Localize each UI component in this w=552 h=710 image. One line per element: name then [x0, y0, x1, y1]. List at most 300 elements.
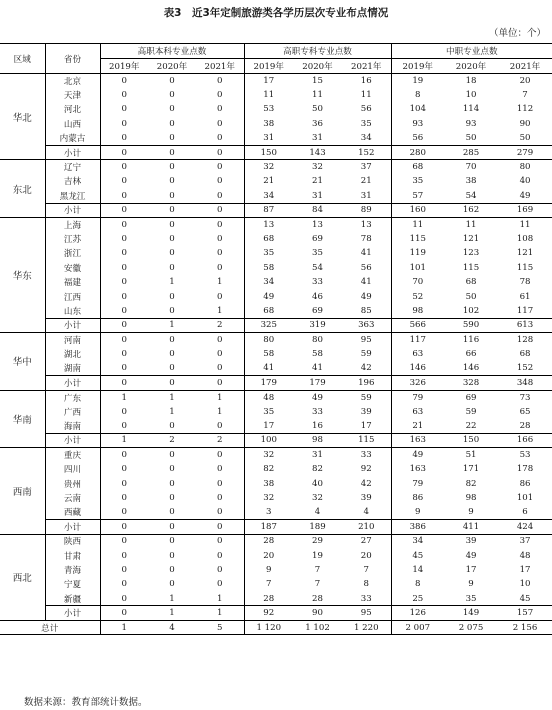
- province-cell: 河南: [45, 333, 100, 347]
- value-cell: 58: [263, 349, 275, 360]
- value-cell: 0: [121, 349, 127, 360]
- value-cell: 171: [462, 464, 480, 475]
- value-cell: 0: [100, 520, 148, 534]
- region-cell: 华北: [0, 74, 45, 160]
- value-cell: 1: [196, 390, 244, 404]
- value-cell: 0: [169, 579, 175, 590]
- value-cell: 108: [516, 233, 534, 244]
- value-cell: 0: [196, 145, 244, 159]
- value-cell: 0: [121, 420, 127, 431]
- value-cell: 49: [263, 291, 275, 302]
- region-cell: 西北: [0, 534, 45, 620]
- value-cell: 11: [519, 219, 531, 230]
- header-group-bachelor: 高职本科专业点数: [100, 44, 244, 59]
- value-cell: 39: [342, 404, 391, 418]
- value-cell: 152: [342, 145, 391, 159]
- value-cell: 92: [244, 606, 293, 620]
- value-cell: 7: [314, 564, 321, 575]
- value-cell: 37: [519, 536, 531, 547]
- value-cell: 0: [100, 145, 148, 159]
- province-cell: 海南: [45, 419, 100, 433]
- value-cell: 0: [196, 563, 244, 577]
- value-cell: 0: [121, 363, 127, 374]
- value-cell: 0: [169, 550, 175, 561]
- value-cell: 0: [196, 117, 244, 131]
- value-cell: 0: [196, 491, 244, 505]
- value-cell: 0: [121, 233, 127, 244]
- value-cell: 0: [169, 104, 175, 115]
- value-cell: 0: [121, 493, 127, 504]
- value-cell: 189: [293, 520, 342, 534]
- value-cell: 0: [169, 464, 175, 475]
- value-cell: 61: [519, 291, 531, 302]
- value-cell: 87: [244, 203, 293, 217]
- value-cell: 31: [312, 133, 323, 143]
- table-row: [0, 491, 552, 505]
- value-cell: 59: [465, 406, 477, 417]
- value-cell: 25: [412, 593, 424, 604]
- header-year: 2021年: [196, 59, 244, 74]
- value-cell: 35: [465, 593, 477, 604]
- value-cell: 11: [465, 219, 477, 230]
- value-cell: 0: [100, 376, 148, 390]
- value-cell: 1: [100, 433, 148, 447]
- value-cell: 28: [312, 593, 323, 604]
- value-cell: 119: [409, 248, 426, 259]
- total-value: 2 007: [391, 620, 444, 634]
- value-cell: 0: [169, 248, 175, 259]
- value-cell: 2: [148, 433, 196, 447]
- value-cell: 0: [148, 203, 196, 217]
- value-cell: 146: [462, 363, 480, 374]
- value-cell: 45: [519, 593, 531, 604]
- province-cell: 湖南: [45, 361, 100, 375]
- value-cell: 0: [148, 520, 196, 534]
- value-cell: 19: [412, 75, 424, 86]
- value-cell: 48: [519, 550, 531, 561]
- value-cell: 0: [169, 176, 175, 187]
- table-row: [0, 88, 552, 102]
- value-cell: 0: [196, 174, 244, 188]
- value-cell: 49: [465, 550, 477, 561]
- table-title: 表3 近3年定制旅游类各学历层次专业布点情况: [163, 7, 389, 19]
- subtotal-row: [0, 203, 552, 217]
- value-cell: 50: [465, 133, 477, 143]
- value-cell: 163: [409, 464, 426, 475]
- value-cell: 566: [391, 318, 444, 332]
- value-cell: 32: [312, 493, 323, 504]
- header-year: 2019年: [100, 59, 148, 74]
- value-cell: 85: [342, 304, 391, 318]
- subtotal-row: [0, 520, 552, 534]
- total-value: 5: [196, 620, 244, 634]
- header-year: 2020年: [444, 59, 498, 74]
- value-cell: 0: [148, 145, 196, 159]
- value-cell: 35: [342, 117, 391, 131]
- value-cell: 21: [412, 420, 424, 431]
- header-year: 2021年: [342, 59, 391, 74]
- value-cell: 1: [169, 392, 175, 403]
- value-cell: 121: [516, 248, 534, 259]
- value-cell: 114: [462, 104, 480, 115]
- value-cell: 0: [121, 305, 127, 316]
- value-cell: 46: [312, 291, 323, 302]
- value-cell: 19: [312, 550, 323, 561]
- value-cell: 1: [196, 404, 244, 418]
- value-cell: 35: [312, 248, 323, 259]
- value-cell: 328: [444, 376, 498, 390]
- value-cell: 9: [468, 507, 474, 518]
- header-group-college: 高职专科专业点数: [244, 44, 391, 59]
- value-cell: 0: [196, 505, 244, 519]
- value-cell: 13: [342, 217, 391, 231]
- value-cell: 70: [412, 277, 424, 288]
- value-cell: 0: [121, 550, 127, 561]
- value-cell: 18: [465, 75, 477, 86]
- value-cell: 1: [196, 304, 244, 318]
- value-cell: 33: [342, 592, 391, 606]
- value-cell: 411: [444, 520, 498, 534]
- value-cell: 49: [412, 450, 424, 461]
- value-cell: 0: [169, 133, 175, 143]
- value-cell: 3: [266, 507, 272, 518]
- table-row: [0, 246, 552, 260]
- value-cell: 0: [121, 190, 127, 201]
- value-cell: 143: [293, 145, 342, 159]
- value-cell: 11: [342, 88, 391, 102]
- value-cell: 11: [312, 90, 323, 101]
- value-cell: 16: [312, 420, 323, 431]
- value-cell: 179: [293, 376, 342, 390]
- value-cell: 56: [342, 261, 391, 275]
- province-cell: 青海: [45, 563, 100, 577]
- table-row: [0, 304, 552, 318]
- header-year: 2020年: [293, 59, 342, 74]
- value-cell: 0: [121, 118, 127, 129]
- value-cell: 116: [462, 334, 480, 345]
- value-cell: 48: [263, 392, 275, 403]
- value-cell: 31: [263, 133, 275, 143]
- value-cell: 150: [444, 433, 498, 447]
- value-cell: 0: [169, 363, 175, 374]
- value-cell: 82: [263, 464, 275, 475]
- value-cell: 93: [412, 118, 424, 129]
- value-cell: 1: [148, 606, 196, 620]
- value-cell: 92: [342, 462, 391, 476]
- value-cell: 69: [312, 305, 323, 316]
- province-cell: 小计: [45, 606, 100, 620]
- value-cell: 0: [169, 262, 175, 273]
- value-cell: 38: [465, 176, 477, 187]
- table-row: [0, 160, 552, 174]
- province-cell: 江苏: [45, 232, 100, 246]
- value-cell: 68: [465, 277, 477, 288]
- value-cell: 280: [391, 145, 444, 159]
- value-cell: 115: [516, 262, 534, 273]
- value-cell: 95: [342, 606, 391, 620]
- value-cell: 0: [196, 74, 244, 88]
- value-cell: 0: [196, 203, 244, 217]
- value-cell: 0: [196, 361, 244, 375]
- value-cell: 0: [121, 75, 127, 86]
- value-cell: 0: [100, 318, 148, 332]
- value-cell: 4: [342, 505, 391, 519]
- value-cell: 17: [519, 564, 531, 575]
- value-cell: 0: [169, 291, 175, 302]
- value-cell: 0: [100, 203, 148, 217]
- value-cell: 146: [409, 363, 426, 374]
- table-row: [0, 534, 552, 548]
- province-cell: 内蒙古: [45, 131, 100, 145]
- value-cell: 34: [263, 190, 275, 201]
- value-cell: 16: [342, 74, 391, 88]
- value-cell: 100: [244, 433, 293, 447]
- value-cell: 33: [342, 448, 391, 462]
- total-label: 总计: [0, 620, 100, 634]
- value-cell: 20: [342, 548, 391, 562]
- value-cell: 325: [244, 318, 293, 332]
- value-cell: 4: [314, 507, 321, 518]
- data-table: [0, 43, 552, 635]
- value-cell: 50: [519, 133, 531, 143]
- region-cell: 东北: [0, 160, 45, 218]
- value-cell: 0: [196, 534, 244, 548]
- value-cell: 9: [415, 507, 421, 518]
- province-cell: 贵州: [45, 476, 100, 490]
- value-cell: 178: [516, 464, 534, 475]
- value-cell: 27: [342, 534, 391, 548]
- value-cell: 11: [412, 219, 424, 230]
- value-cell: 152: [516, 363, 534, 374]
- value-cell: 187: [244, 520, 293, 534]
- value-cell: 0: [121, 277, 127, 288]
- value-cell: 20: [519, 75, 531, 86]
- table-row: [0, 102, 552, 116]
- value-cell: 0: [196, 289, 244, 303]
- value-cell: 66: [465, 349, 477, 360]
- table-row: [0, 577, 552, 591]
- total-value: 1 120: [244, 620, 293, 634]
- value-cell: 0: [196, 88, 244, 102]
- value-cell: 80: [519, 162, 531, 173]
- total-value: 1: [100, 620, 148, 634]
- value-cell: 10: [519, 579, 531, 590]
- value-cell: 41: [263, 363, 275, 374]
- region-cell: 华中: [0, 333, 45, 391]
- province-cell: 小计: [45, 376, 100, 390]
- table-row: [0, 174, 552, 188]
- value-cell: 0: [196, 217, 244, 231]
- value-cell: 11: [263, 90, 275, 101]
- value-cell: 41: [342, 246, 391, 260]
- value-cell: 7: [522, 90, 528, 101]
- value-cell: 58: [263, 262, 275, 273]
- value-cell: 54: [312, 262, 323, 273]
- value-cell: 98: [293, 433, 342, 447]
- subtotal-row: [0, 606, 552, 620]
- value-cell: 31: [312, 450, 323, 461]
- value-cell: 84: [293, 203, 342, 217]
- value-cell: 31: [312, 190, 323, 201]
- value-cell: 28: [263, 536, 275, 547]
- province-cell: 小计: [45, 145, 100, 159]
- header-year: 2021年: [498, 59, 552, 74]
- table-row: [0, 448, 552, 462]
- total-value: 1 220: [342, 620, 391, 634]
- value-cell: 36: [312, 118, 323, 129]
- value-cell: 79: [412, 392, 424, 403]
- value-cell: 0: [169, 305, 175, 316]
- value-cell: 101: [409, 262, 426, 273]
- province-cell: 天津: [45, 88, 100, 102]
- value-cell: 0: [196, 419, 244, 433]
- table-row: [0, 131, 552, 145]
- value-cell: 33: [312, 277, 323, 288]
- value-cell: 1: [196, 606, 244, 620]
- header-region: 区域: [0, 44, 45, 74]
- value-cell: 13: [263, 219, 275, 230]
- value-cell: 82: [312, 464, 323, 475]
- value-cell: 82: [465, 478, 477, 489]
- value-cell: 0: [121, 133, 127, 143]
- province-cell: 四川: [45, 462, 100, 476]
- header-year: 2020年: [148, 59, 196, 74]
- table-row: [0, 275, 552, 289]
- value-cell: 17: [263, 420, 275, 431]
- value-cell: 0: [121, 593, 127, 604]
- region-cell: 西南: [0, 448, 45, 534]
- table-row: [0, 74, 552, 88]
- total-value: 1 102: [293, 620, 342, 634]
- value-cell: 285: [444, 145, 498, 159]
- value-cell: 28: [263, 593, 275, 604]
- value-cell: 128: [516, 334, 534, 345]
- value-cell: 0: [196, 520, 244, 534]
- value-cell: 0: [121, 579, 127, 590]
- value-cell: 0: [169, 349, 175, 360]
- value-cell: 102: [462, 305, 480, 316]
- table-row: [0, 390, 552, 404]
- value-cell: 22: [465, 420, 477, 431]
- value-cell: 86: [519, 478, 531, 489]
- value-cell: 0: [196, 577, 244, 591]
- value-cell: 0: [121, 90, 127, 101]
- value-cell: 0: [121, 162, 127, 173]
- value-cell: 115: [462, 262, 480, 273]
- value-cell: 1: [148, 318, 196, 332]
- value-cell: 0: [169, 420, 175, 431]
- value-cell: 0: [196, 376, 244, 390]
- province-cell: 江西: [45, 289, 100, 303]
- province-cell: 小计: [45, 203, 100, 217]
- province-cell: 小计: [45, 520, 100, 534]
- value-cell: 35: [412, 176, 424, 187]
- province-cell: 安徽: [45, 261, 100, 275]
- value-cell: 0: [169, 507, 175, 518]
- province-cell: 西藏: [45, 505, 100, 519]
- value-cell: 104: [409, 104, 426, 115]
- value-cell: 38: [263, 478, 275, 489]
- total-value: 2 156: [498, 620, 552, 634]
- subtotal-row: [0, 318, 552, 332]
- total-value: 2 075: [444, 620, 498, 634]
- value-cell: 348: [498, 376, 552, 390]
- value-cell: 0: [169, 190, 175, 201]
- value-cell: 0: [169, 478, 175, 489]
- value-cell: 98: [412, 305, 424, 316]
- table-row: [0, 289, 552, 303]
- value-cell: 57: [412, 190, 424, 201]
- value-cell: 68: [263, 233, 275, 244]
- value-cell: 59: [342, 347, 391, 361]
- value-cell: 34: [342, 131, 391, 145]
- table-row: [0, 347, 552, 361]
- province-cell: 陕西: [45, 534, 100, 548]
- value-cell: 52: [412, 291, 424, 302]
- value-cell: 34: [412, 536, 424, 547]
- value-cell: 65: [519, 406, 531, 417]
- value-cell: 0: [169, 219, 175, 230]
- value-cell: 115: [342, 433, 391, 447]
- province-cell: 湖北: [45, 347, 100, 361]
- value-cell: 0: [196, 548, 244, 562]
- value-cell: 0: [121, 478, 127, 489]
- value-cell: 326: [391, 376, 444, 390]
- value-cell: 32: [263, 162, 275, 173]
- table-row: [0, 117, 552, 131]
- value-cell: 0: [196, 160, 244, 174]
- value-cell: 0: [121, 291, 127, 302]
- value-cell: 90: [519, 118, 531, 129]
- value-cell: 14: [412, 564, 424, 575]
- value-cell: 42: [342, 361, 391, 375]
- table-row: [0, 505, 552, 519]
- value-cell: 56: [342, 102, 391, 116]
- province-cell: 重庆: [45, 448, 100, 462]
- value-cell: 10: [465, 90, 477, 101]
- value-cell: 9: [266, 564, 272, 575]
- value-cell: 613: [498, 318, 552, 332]
- value-cell: 7: [342, 563, 391, 577]
- province-cell: 福建: [45, 275, 100, 289]
- value-cell: 29: [312, 536, 323, 547]
- value-cell: 279: [498, 145, 552, 159]
- subtotal-row: [0, 433, 552, 447]
- source-note: 数据来源：教育部统计数据。: [24, 697, 148, 708]
- value-cell: 0: [121, 564, 127, 575]
- value-cell: 0: [121, 464, 127, 475]
- value-cell: 34: [263, 277, 275, 288]
- value-cell: 0: [196, 189, 244, 203]
- value-cell: 0: [148, 376, 196, 390]
- table-row: [0, 261, 552, 275]
- subtotal-row: [0, 145, 552, 159]
- table-row: [0, 232, 552, 246]
- value-cell: 41: [342, 275, 391, 289]
- province-cell: 辽宁: [45, 160, 100, 174]
- value-cell: 0: [169, 564, 175, 575]
- value-cell: 0: [121, 176, 127, 187]
- province-cell: 黑龙江: [45, 189, 100, 203]
- value-cell: 93: [465, 118, 477, 129]
- value-cell: 68: [412, 162, 424, 173]
- province-cell: 山西: [45, 117, 100, 131]
- value-cell: 0: [169, 162, 175, 173]
- value-cell: 98: [465, 493, 477, 504]
- value-cell: 160: [391, 203, 444, 217]
- province-cell: 小计: [45, 318, 100, 332]
- value-cell: 70: [465, 162, 477, 173]
